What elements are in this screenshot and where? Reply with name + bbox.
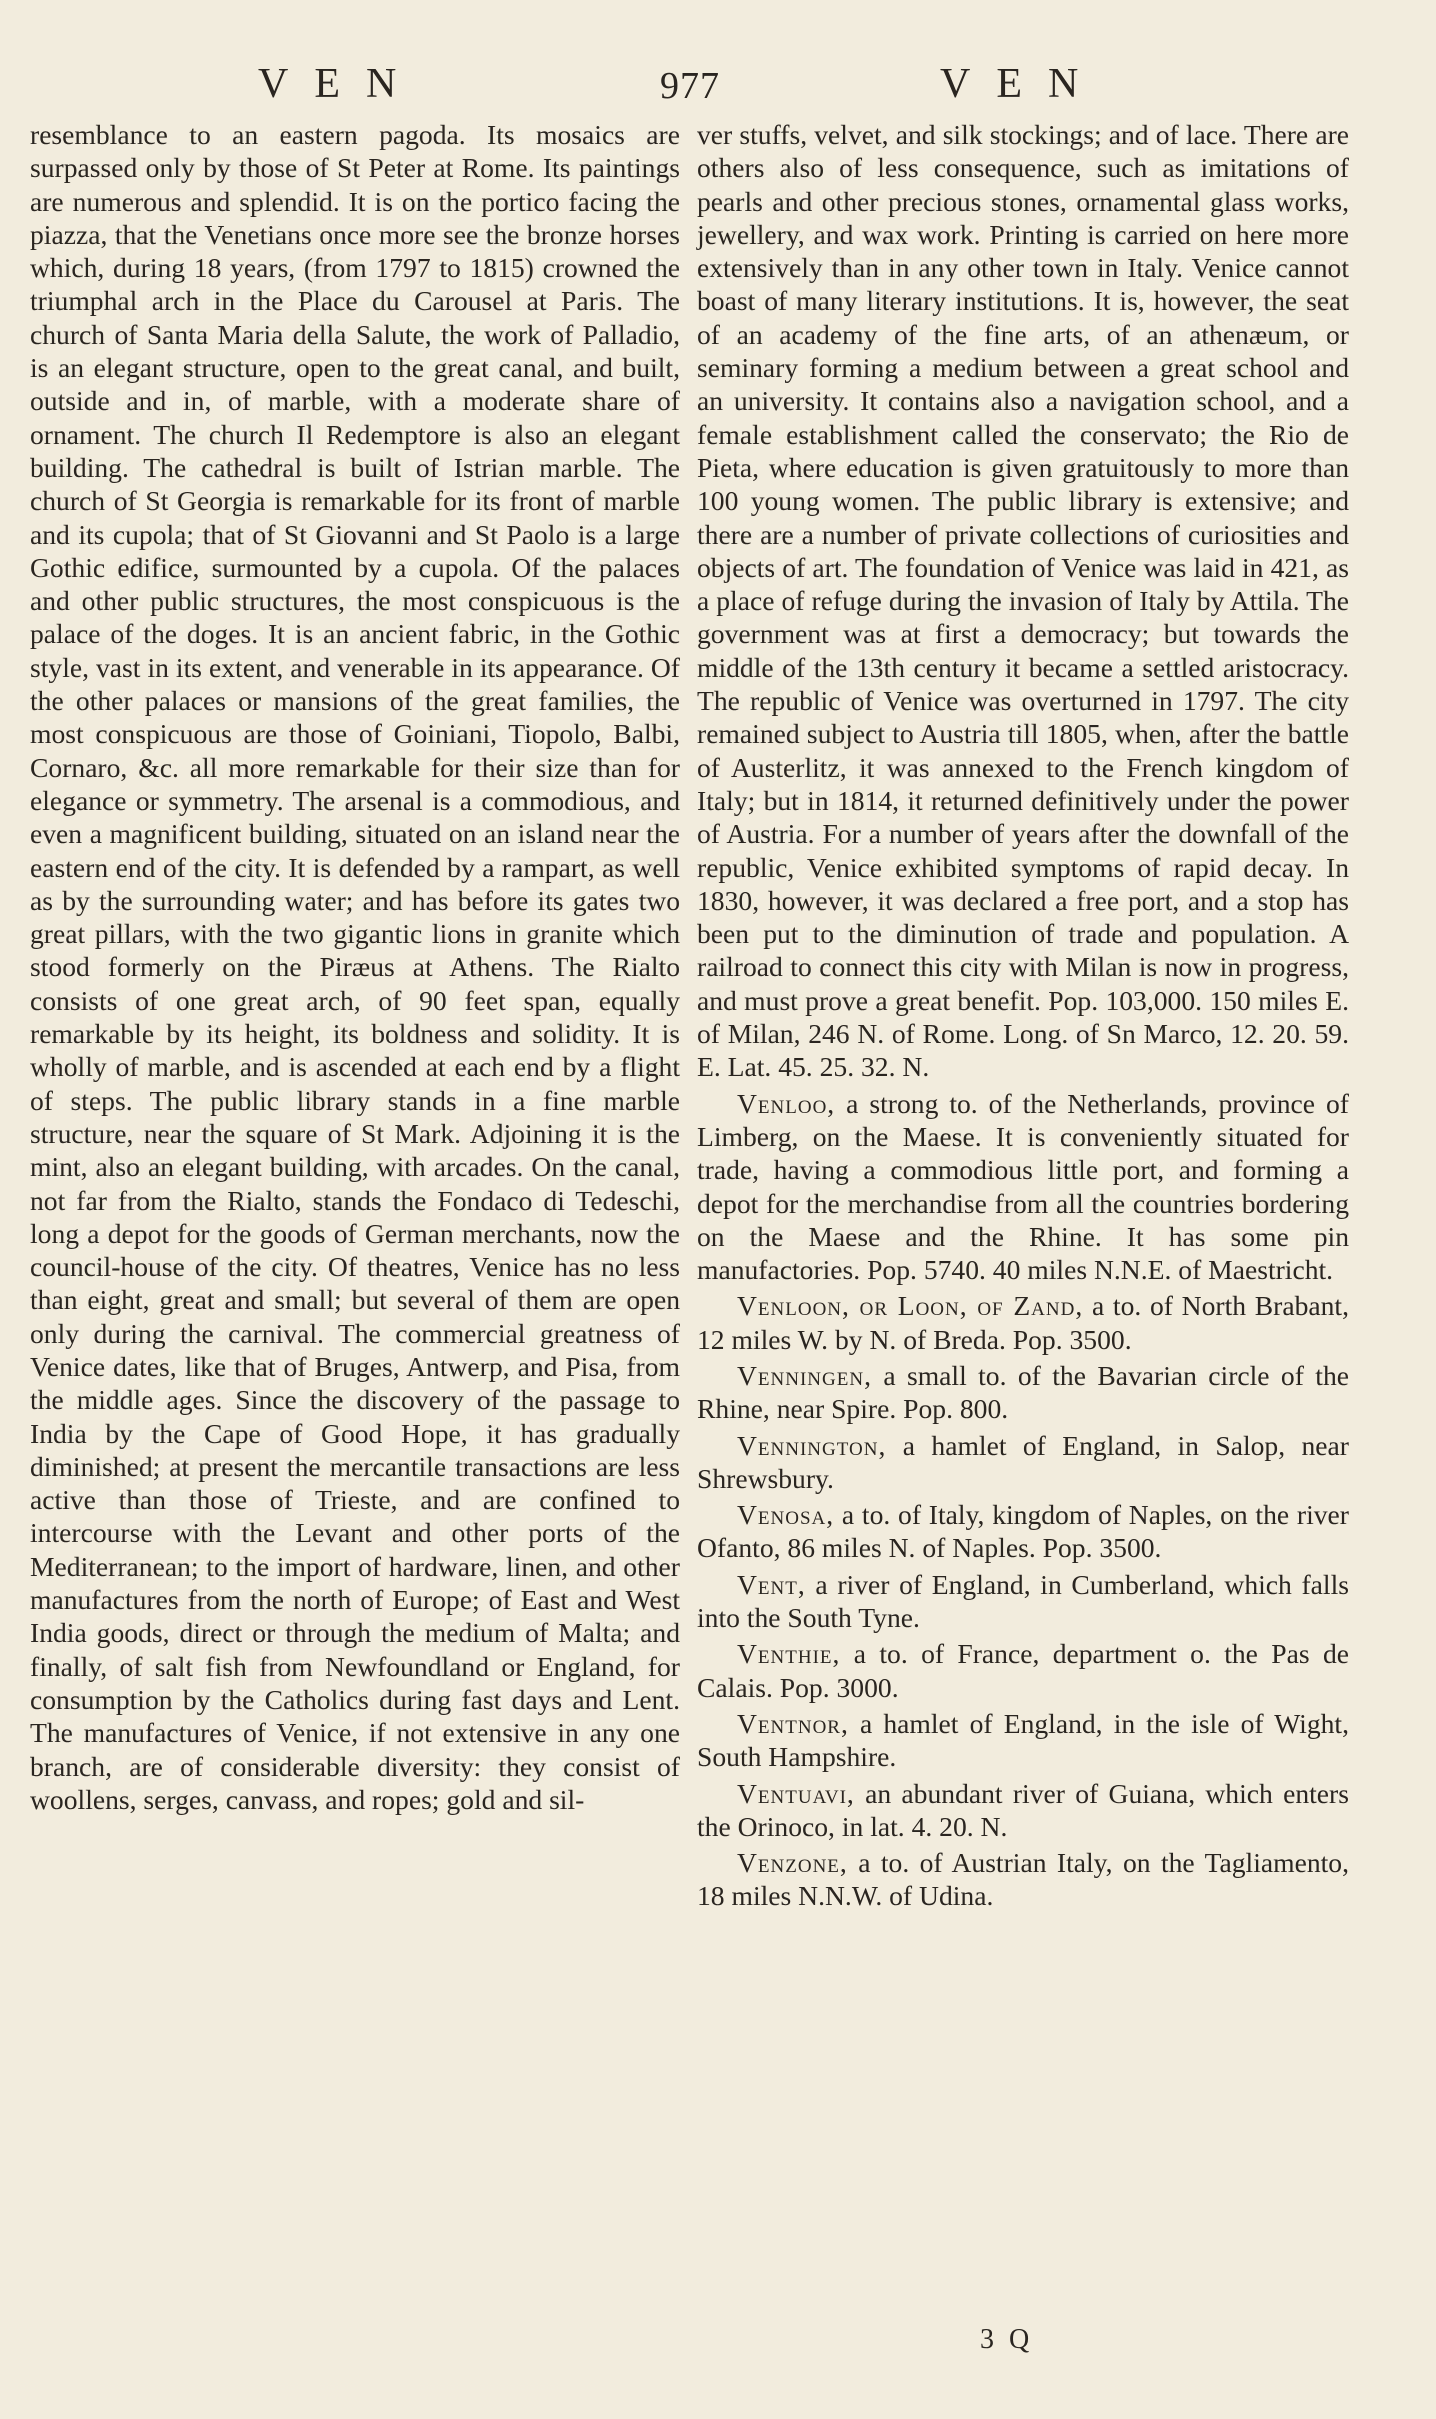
signature-mark: 3 Q (980, 2324, 1034, 2355)
left-column-text: resemblance to an eastern pagoda. Its mosaics are surpassed only by those of St Peter at Rome. Its paintings are numerous and splendid. It is on the portico facing the piazza, that the Venetians once more see the bronze horses which, during 18 years, (from 1797 to 1815) crowned the triumphal arch in the Place du Carousel at Paris. The church of Santa Maria della Salute, the work of Palladio, is an elegant structure, open to the great canal, and built, outside and in, of marble, with a moderate share of ornament. The church Il Redemptore is also an elegant building. The cathedral is built of Istrian marble. The church of St Georgia is remarkable for its front of marble and its cupola; that of St Giovanni and St Paolo is a large Gothic edifice, surmounted by a cupola. Of the palaces and other public structures, the most conspicuous is the palace of the doges. It is an ancient fabric, in the Gothic style, vast in its extent, and venerable in its appearance. Of the other palaces or mansions of the great families, the most conspicuous are those of Goiniani, Tiopolo, Balbi, Cornaro, &c. all more remarkable for their size than for elegance or symmetry. The arsenal is a commodious, and even a magnificent building, situated on an island near the eastern end of the city. It is defended by a rampart, as well as by the surrounding water; and has before its gates two great pillars, with the two gigantic lions in granite which stood formerly on the Piræus at Athens. The Rialto consists of one great arch, of 90 feet span, equally remarkable by its height, its boldness and solidity. It is wholly of marble, and is ascended at each end by a flight of steps. The public library stands in a fine marble structure, near the square of St Mark. Adjoining it is the mint, also an elegant building, with arcades. On the canal, not far from the Rialto, stands the Fondaco di Tedeschi, long a depot for the goods of German merchants, now the council-house of the city. Of theatres, Venice has no less than eight, great and small; but several of them are open only during the carnival. The commercial greatness of Venice dates, like that of Bruges, Antwerp, and Pisa, from the middle ages. Since the discovery of the passage to India by the Cape of Good Hope, it has gradually diminished; at present the mercantile transactions are less active than those of Trieste, and are confined to intercourse with the Levant and other ports of the Mediterranean; to the import of hardware, linen, and other manufactures from the north of Europe; of East and West India goods, direct or through the medium of Malta; and finally, of salt fish from Newfoundland or England, for consumption by the Catholics during fast days and Lent. The manufactures of Venice, if not extensive in any one branch, are of considerable diversity: they consist of woollens, serges, canvass, and ropes; gold and sil- (30, 119, 680, 1815)
page-number: 977 (660, 65, 720, 107)
entry-ventnor (697, 1707, 1349, 1774)
entry-headword: Venloon, or Loon, of Zand, (737, 1290, 1084, 1322)
header-left-word: VEN (258, 61, 423, 107)
entry-ventuavi (697, 1777, 1349, 1844)
entry-body: a to. of Italy, kingdom of Naples, on the river Ofanto, 86 miles N. of Naples. Pop. 3500. (697, 1499, 1349, 1564)
entry-headword: Ventnor, (737, 1707, 849, 1739)
entry-headword: Venningen, (737, 1359, 872, 1391)
running-header (0, 60, 1436, 110)
entry-venloo (697, 1087, 1349, 1287)
left-column (30, 118, 680, 1816)
entry-body: an abundant river of Guiana, which enters the Orinoco, in lat. 4. 20. N. (697, 1777, 1349, 1842)
header-right-word: VEN (940, 61, 1105, 107)
right-column (697, 118, 1349, 1913)
entry-venzone (697, 1846, 1349, 1913)
entry-body: a strong to. of the Netherlands, province of Limberg, on the Maese. It is conveniently situated for trade, having a commodious little port, and forming a depot for the merchandise from all the countries bordering on the Maese and the Rhine. It has some pin manufactories. Pop. 5740. 40 miles N.N.E. of Maestricht. (697, 1087, 1349, 1286)
entry-vennington (697, 1429, 1349, 1496)
entry-venningen (697, 1359, 1349, 1426)
entry-venloon (697, 1289, 1349, 1356)
entry-body: a hamlet of England, in Salop, near Shrewsbury. (697, 1429, 1349, 1494)
entry-body: a to. of North Brabant, 12 miles W. by N. of Breda. Pop. 3500. (697, 1290, 1349, 1355)
entry-headword: Vennington, (737, 1429, 887, 1461)
entry-headword: Venosa, (737, 1499, 835, 1531)
entry-body: a hamlet of England, in the isle of Wight, South Hampshire. (697, 1707, 1349, 1773)
entry-body: a to. of France, department o. the Pas de Calais. Pop. 3000. (697, 1638, 1349, 1703)
entry-headword: Venthie, (737, 1638, 841, 1670)
entry-vent (697, 1568, 1349, 1635)
entry-venthie (697, 1637, 1349, 1704)
entry-headword: Vent, (737, 1568, 806, 1600)
entry-headword: Venzone, (737, 1847, 848, 1879)
entry-headword: Ventuavi, (737, 1777, 855, 1809)
entry-venosa (697, 1498, 1349, 1565)
entry-body: a river of England, in Cumberland, which falls into the South Tyne. (697, 1568, 1349, 1634)
venice-continuation: ver stuffs, velvet, and silk stockings; and of lace. There are others also of less consequence, such as imitations of pearls and other precious stones, ornamental glass works, jewellery, and wax work. Printing is carried on here more extensively than in any other town in Italy. Venice cannot boast of many literary institutions. It is, however, the seat of an academy of the fine arts, of an athenæum, or seminary forming a medium between a great school and an university. It contains also a navigation school, and a female establishment called the conservato; the Rio de Pieta, where education is given gratuitously to more than 100 young women. The public library is extensive; and there are a number of private collections of curiosities and objects of art. The foundation of Venice was laid in 421, as a place of refuge during the invasion of Italy by Attila. The government was at first a democracy; but towards the middle of the 13th century it became a settled aristocracy. The republic of Venice was overturned in 1797. The city remained subject to Austria till 1805, when, after the battle of Austerlitz, it was annexed to the French kingdom of Italy; but in 1814, it returned definitively under the power of Austria. For a number of years after the downfall of the republic, Venice exhibited symptoms of rapid decay. In 1830, however, it was declared a free port, and a stop has been put to the diminution of trade and population. A railroad to connect this city with Milan is now in progress, and must prove a great benefit. Pop. 103,000. 150 miles E. of Milan, 246 N. of Rome. Long. of Sn Marco, 12. 20. 59. E. Lat. 45. 25. 32. N. (697, 119, 1349, 1083)
entry-headword: Venloo, (737, 1087, 836, 1119)
entry-body: a to. of Austrian Italy, on the Tagliamento, 18 miles N.N.W. of Udina. (697, 1847, 1349, 1912)
entry-body: a small to. of the Bavarian circle of the Rhine, near Spire. Pop. 800. (697, 1359, 1349, 1425)
